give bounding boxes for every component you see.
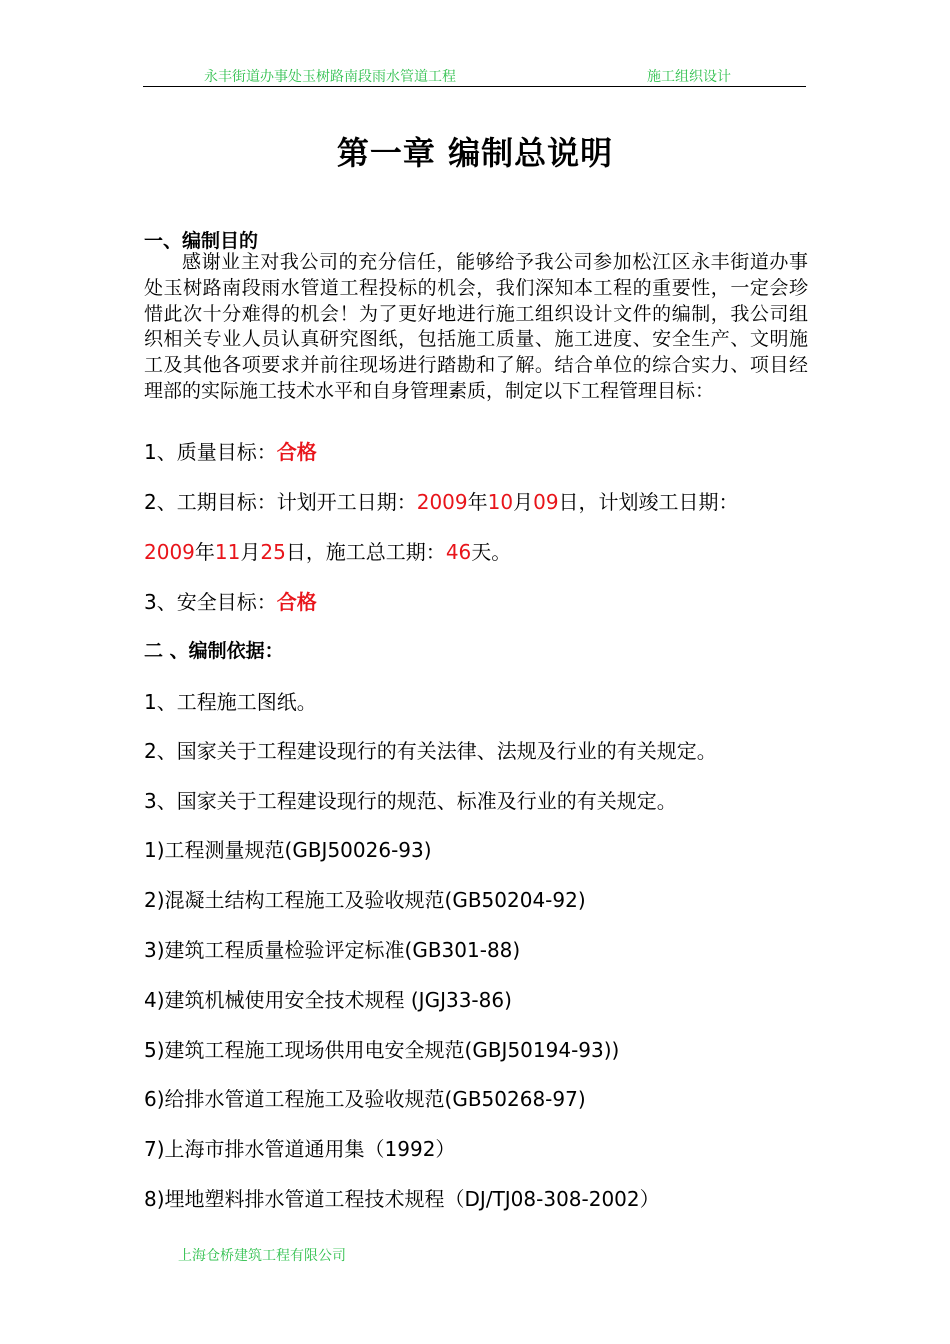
basis-item: 3、国家关于工程建设现行的规范、标准及行业的有关规定。	[144, 789, 677, 813]
header-rule	[143, 86, 806, 87]
basis-item: 7)上海市排水管道通用集（1992）	[144, 1137, 456, 1161]
basis-item: 4)建筑机械使用安全技术规程 (JGJ33-86)	[144, 988, 512, 1012]
safety-target	[144, 586, 317, 615]
quality-value: 合格	[276, 440, 317, 464]
start-day-unit: 日	[558, 490, 579, 514]
basis-item: 1)工程测量规范(GBJ50026-93)	[144, 838, 432, 862]
section1-paragraph: 感谢业主对我公司的充分信任，能够给予我公司参加松江区永丰街道办事处玉树路南段雨水管道工程投标的机会，我们深知本工程的重要性，一定会珍惜此次十分难得的机会！为了更好地进行施工组织设计文件的编制，我公司组织相关专业人员认真研究图纸，包括施工质量、施工进度、安全生产、文明施工及其他各项要求并前往现场进行踏勘和了解。结合单位的综合实力、项目经理部的实际施工技术水平和自身管理素质，制定以下工程管理目标：	[144, 251, 808, 402]
quality-label: 1、质量目标：	[144, 440, 277, 464]
safety-value: 合格	[276, 590, 317, 614]
end-month: 11	[214, 540, 241, 564]
days-unit: 天。	[471, 540, 512, 564]
basis-item: 6)给排水管道工程施工及验收规范(GB50268-97)	[144, 1087, 586, 1111]
end-year-unit: 年	[194, 540, 215, 564]
schedule-target-line2	[144, 536, 511, 565]
end-month-unit: 月	[240, 540, 261, 564]
start-day: 09	[533, 490, 559, 514]
end-year: 2009	[144, 540, 195, 564]
basis-item: 3)建筑工程质量检验评定标准(GB301-88)	[144, 938, 521, 962]
start-year-unit: 年	[467, 490, 488, 514]
footer-company: 上海仓桥建筑工程有限公司	[178, 1248, 346, 1264]
end-day: 25	[260, 540, 286, 564]
basis-item: 2、国家关于工程建设现行的有关法律、法规及行业的有关规定。	[144, 739, 717, 763]
safety-label: 3、安全目标：	[144, 590, 277, 614]
schedule-target-line1	[144, 486, 739, 515]
schedule-label: 2、工期目标：计划开工日期：	[144, 490, 417, 514]
start-month-unit: 月	[513, 490, 534, 514]
basis-item: 1、工程施工图纸。	[144, 690, 317, 714]
total-label: ，施工总工期：	[305, 540, 446, 564]
end-day-unit: 日	[285, 540, 306, 564]
basis-item: 8)埋地塑料排水管道工程技术规程（DJ/TJ08-308-2002）	[144, 1187, 660, 1211]
header-doc-type: 施工组织设计	[647, 69, 731, 85]
total-days: 46	[445, 540, 472, 564]
basis-item: 5)建筑工程施工现场供用电安全规范(GBJ50194-93))	[144, 1038, 620, 1062]
end-label: ，计划竣工日期：	[578, 490, 739, 514]
section2-heading: 二 、编制依据：	[144, 640, 284, 662]
header-project-name: 永丰街道办事处玉树路南段雨水管道工程	[204, 69, 456, 85]
quality-target	[144, 436, 317, 465]
basis-item: 2)混凝土结构工程施工及验收规范(GB50204-92)	[144, 888, 586, 912]
chapter-title: 第一章 编制总说明	[336, 134, 614, 172]
start-month: 10	[487, 490, 514, 514]
start-year: 2009	[416, 490, 468, 514]
section1-heading: 一、编制目的	[144, 230, 259, 252]
